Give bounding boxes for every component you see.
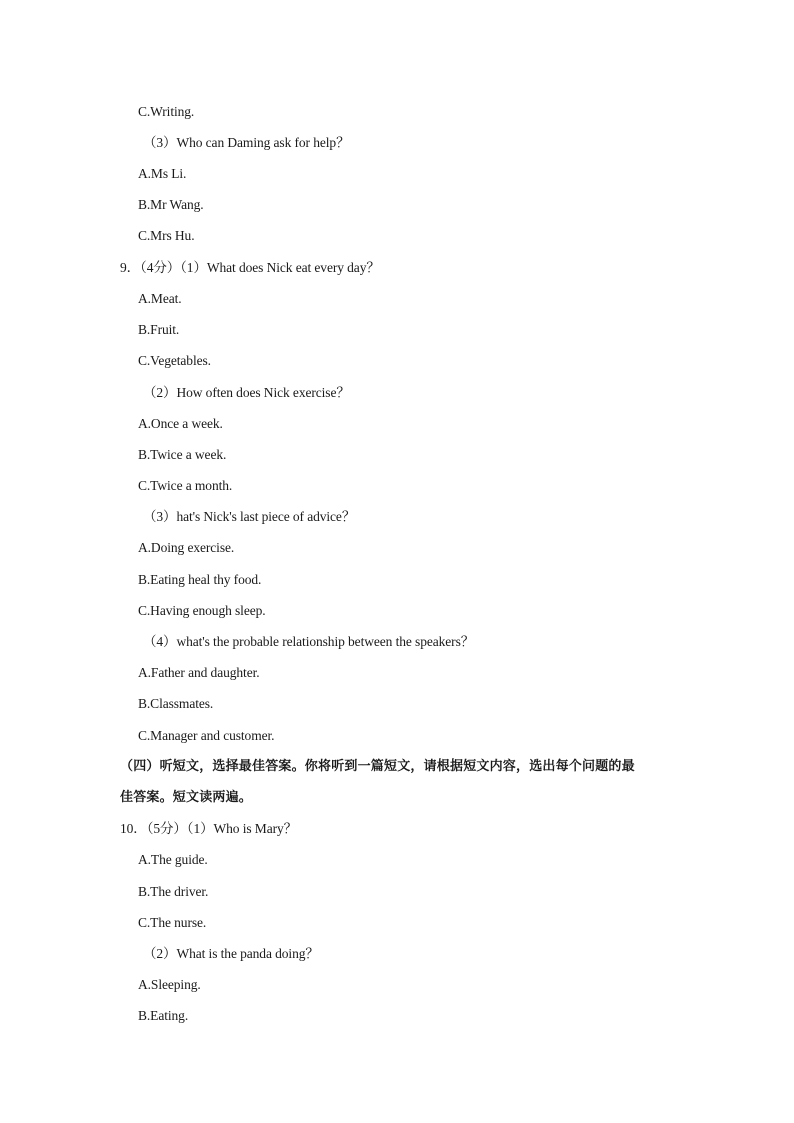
option-b-classmates: B.Classmates. bbox=[138, 696, 214, 711]
option-b-twice-a-week: B.Twice a week. bbox=[138, 447, 227, 462]
question-9-1: 9．（4分）（1）What does Nick eat every day？ bbox=[120, 260, 380, 275]
option-a-doing-exercise: A.Doing exercise. bbox=[138, 540, 235, 555]
question-10-2: （2）What is the panda doing？ bbox=[143, 946, 319, 961]
option-b-eating: B.Eating. bbox=[138, 1008, 189, 1023]
option-b-fruit: B.Fruit. bbox=[138, 322, 180, 337]
question-10-1: 10．（5分）（1）Who is Mary？ bbox=[120, 821, 298, 836]
option-c-manager-and-customer: C.Manager and customer. bbox=[138, 728, 275, 743]
option-a-ms-li: A.Ms Li. bbox=[138, 166, 187, 181]
question-9-4: （4）what's the probable relationship between the speakers？ bbox=[143, 634, 475, 649]
section-4-instructions-cont: 佳答案。短文读两遍。 bbox=[120, 790, 253, 805]
option-a-the-guide: A.The guide. bbox=[138, 852, 208, 867]
option-a-father-and-daughter: A.Father and daughter. bbox=[138, 665, 260, 680]
option-c-writing: C.Writing. bbox=[138, 104, 195, 119]
option-c-vegetables: C.Vegetables. bbox=[138, 353, 211, 368]
option-c-mrs-hu: C.Mrs Hu. bbox=[138, 228, 195, 243]
option-b-eating-healthy-food: B.Eating heal thy food. bbox=[138, 572, 262, 587]
option-c-the-nurse: C.The nurse. bbox=[138, 915, 207, 930]
option-c-twice-a-month: C.Twice a month. bbox=[138, 478, 233, 493]
section-4-instructions: （四）听短文，选择最佳答案。你将听到一篇短文，请根据短文内容，选出每个问题的最 bbox=[120, 759, 635, 774]
option-a-meat: A.Meat. bbox=[138, 291, 182, 306]
option-a-once-a-week: A.Once a week. bbox=[138, 416, 223, 431]
option-a-sleeping: A.Sleeping. bbox=[138, 977, 201, 992]
question-9-2: （2）How often does Nick exercise？ bbox=[143, 385, 350, 400]
question-9-3: （3）hat's Nick's last piece of advice？ bbox=[143, 509, 356, 524]
option-c-having-enough-sleep: C.Having enough sleep. bbox=[138, 603, 266, 618]
question-8-3: （3）Who can Daming ask for help？ bbox=[143, 135, 350, 150]
option-b-the-driver: B.The driver. bbox=[138, 884, 209, 899]
option-b-mr-wang: B.Mr Wang. bbox=[138, 197, 204, 212]
